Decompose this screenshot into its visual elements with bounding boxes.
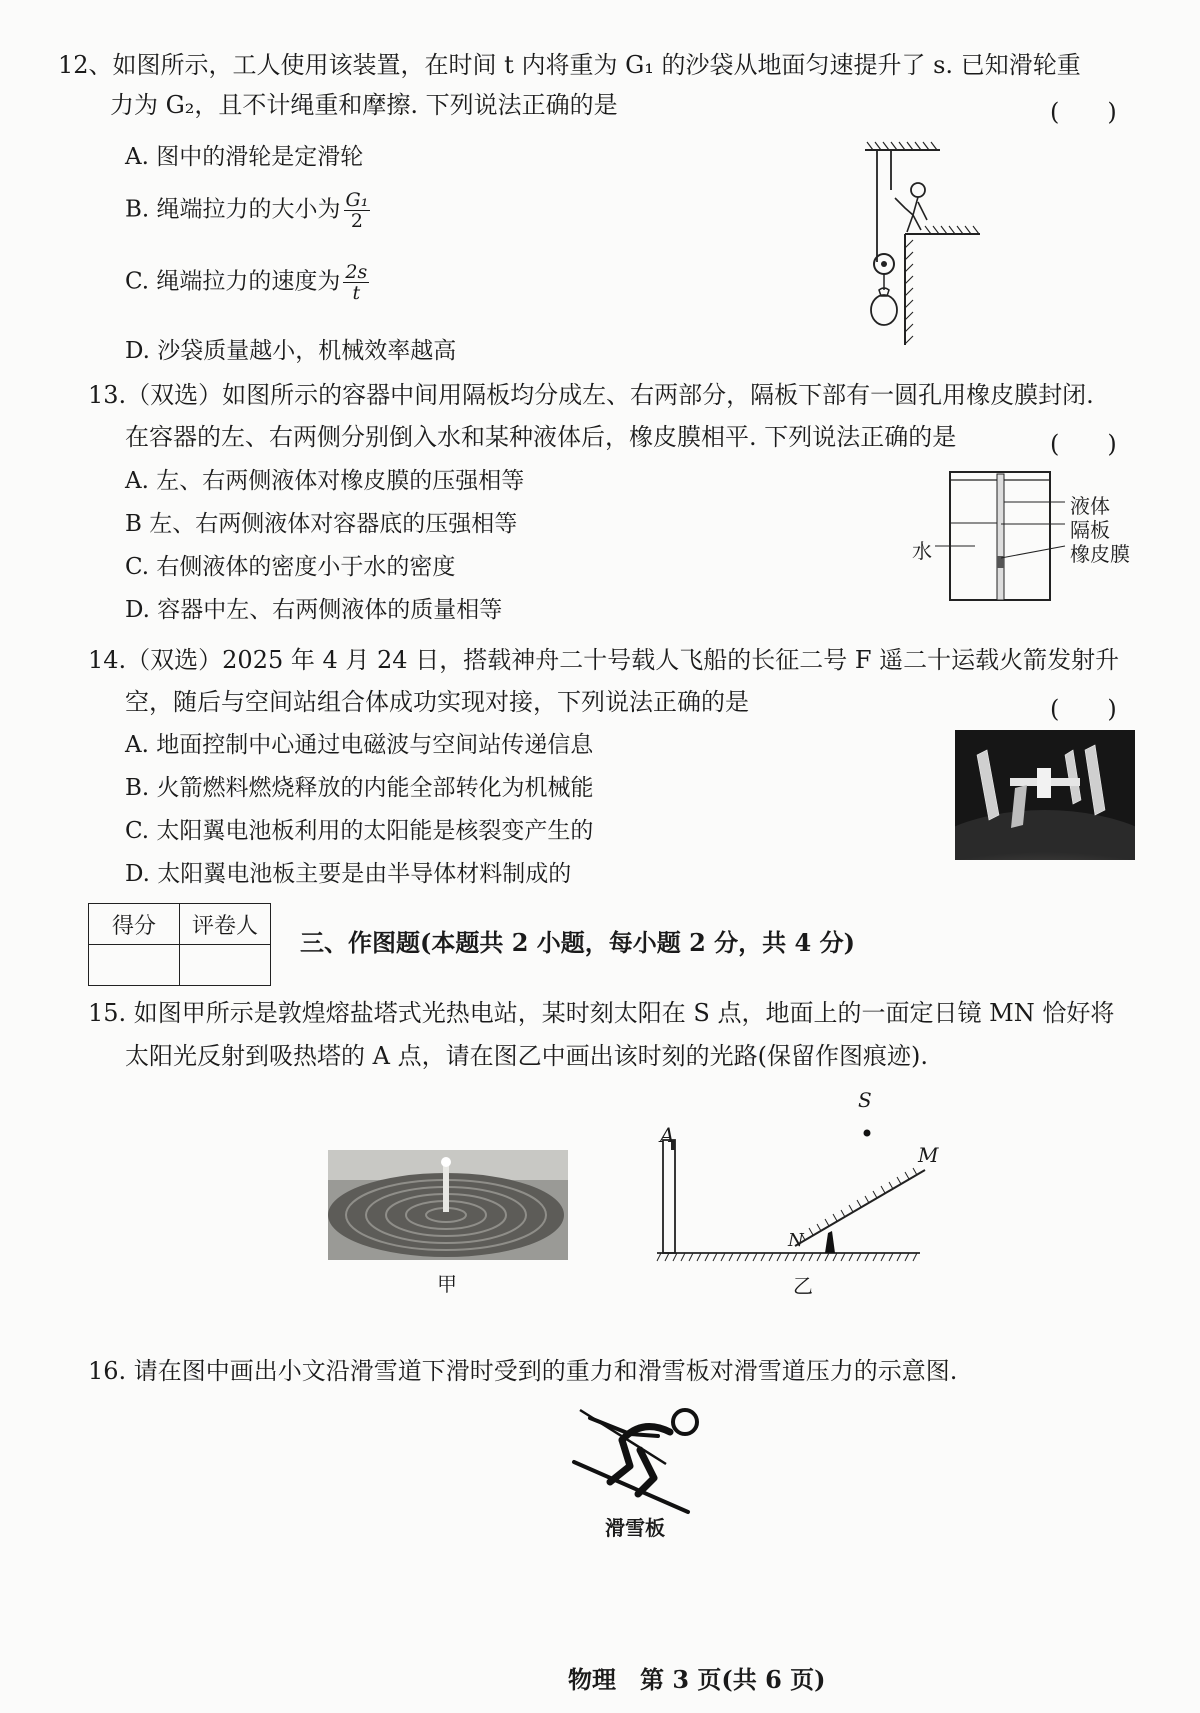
- q12-option-c-fraction: [343, 262, 369, 303]
- label-partition: 隔板: [1070, 518, 1110, 542]
- space-station-photo: [955, 730, 1135, 860]
- q13-answer-paren: ( ): [1050, 430, 1117, 458]
- grader-header: 评卷人: [180, 904, 271, 945]
- label-liquid: 液体: [1070, 494, 1110, 518]
- q13-option-a: A. 左、右两侧液体对橡皮膜的压强相等: [125, 468, 525, 494]
- container-diagram: [915, 468, 1185, 608]
- q16-stem: 16. 请在图中画出小文沿滑雪道下滑时受到的重力和滑雪板对滑雪道压力的示意图.: [88, 1357, 958, 1385]
- q12-option-c-text: C. 绳端拉力的速度为: [125, 268, 341, 295]
- skier-diagram: [570, 1400, 720, 1520]
- fraction-denominator: t: [352, 282, 361, 304]
- ski-board-label: 滑雪板: [605, 1516, 665, 1540]
- score-cell: [89, 945, 180, 986]
- section-3-title: 三、作图题(本题共 2 小题，每小题 2 分，共 4 分): [300, 928, 855, 957]
- point-n-label: N: [788, 1230, 804, 1251]
- fraction-denominator: 2: [350, 210, 363, 232]
- q13-stem-line2: 在容器的左、右两侧分别倒入水和某种液体后，橡皮膜相平. 下列说法正确的是: [125, 423, 957, 451]
- q14-option-b: B. 火箭燃料燃烧释放的内能全部转化为机械能: [125, 775, 594, 801]
- q13-stem-line1: 13.（双选）如图所示的容器中间用隔板均分成左、右两部分，隔板下部有一圆孔用橡皮膜封闭.: [88, 381, 1094, 409]
- q15-stem-line2: 太阳光反射到吸热塔的 A 点，请在图乙中画出该时刻的光路(保留作图痕迹).: [125, 1042, 928, 1070]
- label-water: 水: [912, 539, 932, 563]
- q12-option-a: A. 图中的滑轮是定滑轮: [125, 144, 364, 170]
- label-membrane: 橡皮膜: [1070, 542, 1130, 566]
- q14-option-d: D. 太阳翼电池板主要是由半导体材料制成的: [125, 861, 572, 887]
- q15-stem-line1: 15. 如图甲所示是敦煌熔盐塔式光热电站，某时刻太阳在 S 点，地面上的一面定日镜 MN 恰好将: [88, 999, 1115, 1027]
- q14-stem-line1: 14.（双选）2025 年 4 月 24 日，搭载神舟二十号载人飞船的长征二号 F 遥二十运载火箭发射升: [88, 646, 1120, 674]
- q12-option-b-text: B. 绳端拉力的大小为: [125, 196, 341, 223]
- q12-answer-paren: ( ): [1050, 98, 1117, 126]
- solar-plant-photo: [328, 1150, 568, 1260]
- q13-option-d: D. 容器中左、右两侧液体的质量相等: [125, 597, 503, 623]
- q12-option-b-fraction: [344, 190, 371, 231]
- fraction-numerator: 2s: [345, 261, 368, 283]
- q13-option-c: C. 右侧液体的密度小于水的密度: [125, 554, 456, 580]
- point-s-label: S: [858, 1088, 872, 1112]
- fraction-numerator: G₁: [345, 189, 369, 211]
- q14-stem-line2: 空，随后与空间站组合体成功实现对接，下列说法正确的是: [125, 688, 749, 716]
- q12-option-d: D. 沙袋质量越小，机械效率越高: [125, 338, 457, 364]
- q14-answer-paren: ( ): [1050, 695, 1117, 723]
- score-table: [88, 903, 271, 986]
- point-m-label: M: [918, 1143, 939, 1167]
- pulley-diagram: [855, 140, 1005, 350]
- q12-stem-line2: 力为 G₂，且不计绳重和摩擦. 下列说法正确的是: [110, 91, 618, 119]
- caption-yi: 乙: [793, 1274, 813, 1298]
- caption-jia: 甲: [437, 1272, 457, 1296]
- q12-stem-line1: 12、如图所示，工人使用该装置，在时间 t 内将重为 G₁ 的沙袋从地面匀速提升了 s. 已知滑轮重: [58, 51, 1081, 79]
- q14-option-a: A. 地面控制中心通过电磁波与空间站传递信息: [125, 732, 594, 758]
- point-a-label: A: [660, 1123, 675, 1147]
- q12-option-b: [125, 190, 370, 231]
- q13-option-b: B 左、右两侧液体对容器底的压强相等: [125, 511, 518, 537]
- grader-cell: [180, 945, 271, 986]
- score-header: 得分: [89, 904, 180, 945]
- q12-option-c: [125, 262, 369, 303]
- q14-option-c: C. 太阳翼电池板利用的太阳能是核裂变产生的: [125, 818, 594, 844]
- page-footer: 物理 第 3 页(共 6 页): [568, 1665, 826, 1694]
